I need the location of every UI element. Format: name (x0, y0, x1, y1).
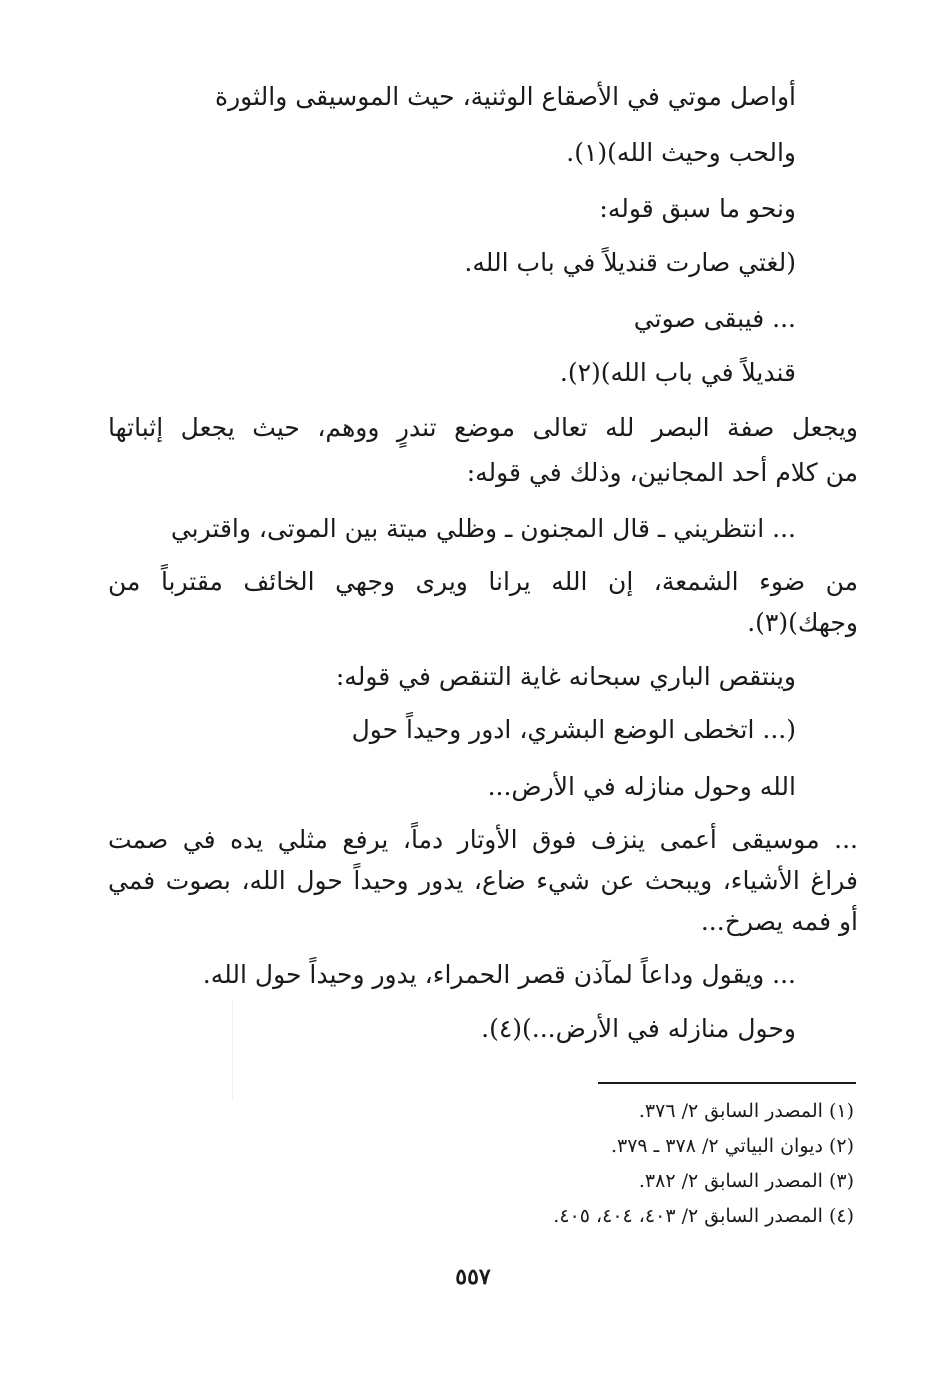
footnote: (٣) المصدر السابق ٢/ ٣٨٢. (638, 1170, 854, 1192)
scan-artifact (232, 1000, 233, 1100)
text-line: الله وحول منازله في الأرض... (487, 772, 796, 801)
text-line: ونحو ما سبق قوله: (599, 194, 796, 223)
text-line: من ضوء الشمعة، إن الله يرانا ويرى وجهي الخائف مقترباً من (108, 567, 858, 596)
text-line: وينتقص الباري سبحانه غاية التنقص في قوله: (335, 662, 796, 691)
text-line: (... اتخطى الوضع البشري، ادور وحيداً حول (351, 715, 796, 744)
footnote: (١) المصدر السابق ٢/ ٣٧٦. (638, 1100, 854, 1122)
text-line: قنديلاً في باب الله)(٢). (559, 358, 796, 387)
text-line: (لغتي صارت قنديلاً في باب الله. (464, 248, 796, 277)
page-number: ٥٥٧ (455, 1264, 491, 1290)
text-line: ويجعل صفة البصر لله تعالى موضع تندرٍ ووهم، حيث يجعل إثباتها (108, 413, 858, 442)
text-line: ... موسيقى أعمى ينزف فوق الأوتار دماً، يرفع مثلي يده في صمت (108, 825, 858, 854)
text-line: ... انتظريني ـ قال المجنون ـ وظلي ميتة بين الموتى، واقتربي (170, 514, 796, 543)
text-line: ... فيبقى صوتي (633, 304, 796, 333)
text-line: من كلام أحد المجانين، وذلك في قوله: (466, 458, 858, 487)
footnote-separator (598, 1082, 856, 1084)
text-line: أواصل موتي في الأصقاع الوثنية، حيث الموسيقى والثورة (215, 82, 796, 111)
footnote: (٢) ديوان البياتي ٢/ ٣٧٨ ـ ٣٧٩. (610, 1135, 854, 1157)
text-line: فراغ الأشياء، ويبحث عن شيء ضاع، يدور وحيداً حول الله، بصوت فمي (108, 866, 858, 895)
footnote: (٤) المصدر السابق ٢/ ٤٠٣، ٤٠٤، ٤٠٥. (553, 1205, 854, 1227)
text-line: وجهك)(٣). (747, 608, 858, 637)
text-line: والحب وحيث الله)(١). (566, 138, 796, 167)
text-line: ... ويقول وداعاً لمآذن قصر الحمراء، يدور وحيداً حول الله. (202, 960, 796, 989)
text-line: أو فمه يصرخ... (700, 907, 858, 936)
text-line: وحول منازله في الأرض...)(٤). (481, 1014, 796, 1043)
